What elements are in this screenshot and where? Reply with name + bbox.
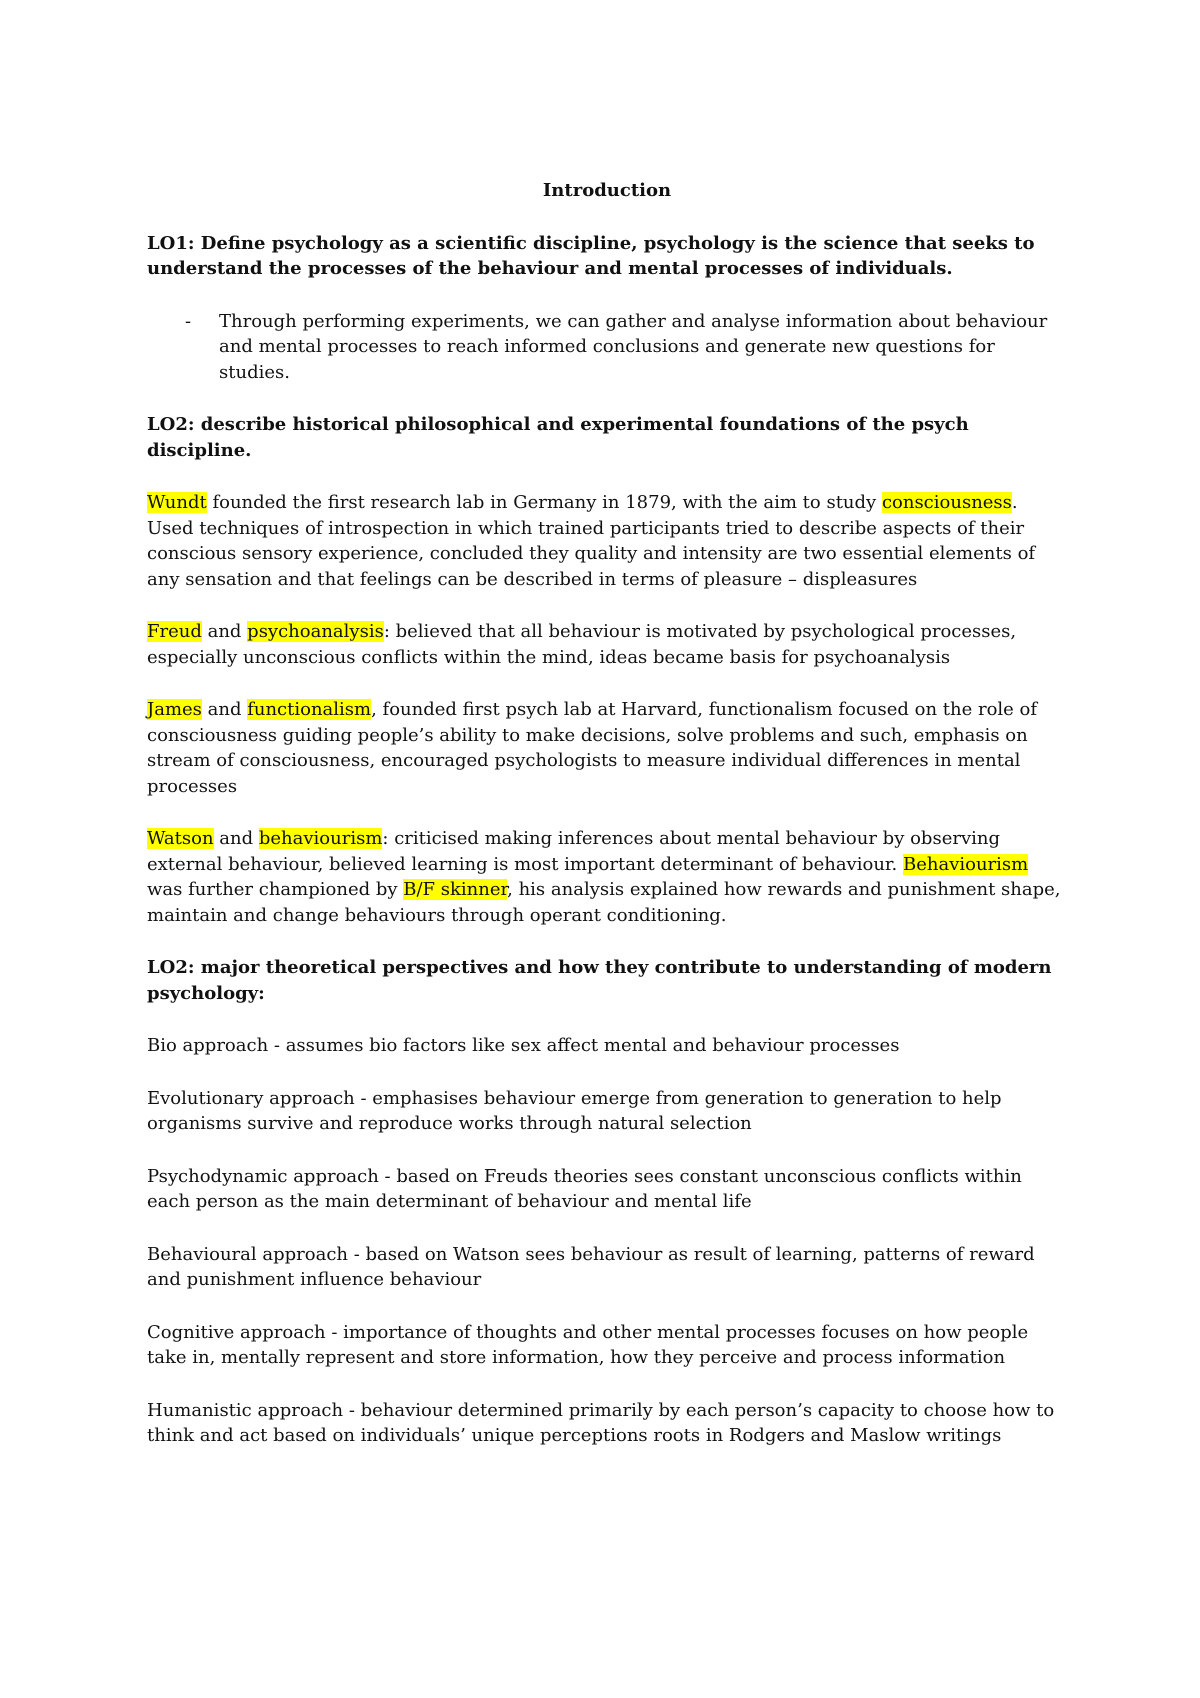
highlight-skinner: B/F skinner [403, 879, 508, 900]
highlight-james: James [147, 699, 202, 720]
lo2-perspectives-heading: LO2: major theoretical perspectives and how they contribute to understanding of modern psychology: [147, 957, 1052, 1004]
paragraph-text: was further championed by [147, 879, 404, 900]
highlight-freud: Freud [147, 621, 202, 642]
highlight-wundt: Wundt [147, 492, 207, 513]
paragraph-text: , his analysis explained how rewards and punishment shape, maintain and change behaviours through operant conditioning. [147, 879, 1061, 926]
paragraph-text: and [201, 621, 248, 642]
approach-psychodynamic: Psychodynamic approach - based on Freuds theories sees constant unconscious conflicts within each person as the main determinant of behaviour and mental life [147, 1165, 1022, 1212]
highlight-consciousness: consciousness [881, 492, 1012, 513]
lo2-foundations-heading: LO2: describe historical philosophical and experimental foundations of the psych discipline. [147, 414, 969, 461]
paragraph-james [147, 697, 1067, 799]
bullet-text: Through performing experiments, we can gather and analyse information about behaviour and mental processes to reach informed conclusions and generate new questions for studies. [219, 310, 1048, 383]
paragraph-text: : believed that all behaviour is motivated by psychological processes, especially unconscious conflicts within the mind, ideas became basis for psychoanalysis [147, 621, 1017, 668]
paragraph-watson [147, 826, 1067, 928]
bullet-marker: - [185, 310, 192, 332]
document-title: Introduction [542, 180, 672, 201]
paragraph-text: : criticised making inferences about mental behaviour by observing external behaviour, believed learning is most important determinant of behaviour. [147, 828, 1000, 875]
paragraph-text: founded the first research lab in Germany in 1879, with the aim to study [206, 492, 882, 513]
approach-evolutionary: Evolutionary approach - emphasises behaviour emerge from generation to generation to help organisms survive and reproduce works through natural selection [147, 1087, 1002, 1134]
paragraph-text: . Used techniques of introspection in which trained participants tried to describe aspects of their conscious sensory experience, concluded they quality and intensity are two essential elements of any sensation and that feelings can be described in terms of pleasure – displeasures [147, 492, 1036, 590]
lo1-heading: LO1: Define psychology as a scientific discipline, psychology is the science that seeks to understand the processes of the behaviour and mental processes of individuals. [147, 232, 1035, 279]
approach-bio: Bio approach - assumes bio factors like sex affect mental and behaviour processes [147, 1035, 900, 1056]
paragraph-wundt [147, 490, 1067, 592]
paragraph-text: and [201, 699, 248, 720]
lo1-bullet-item [147, 309, 1067, 386]
approach-behavioural: Behavioural approach - based on Watson sees behaviour as result of learning, patterns of reward and punishment influence behaviour [147, 1243, 1035, 1290]
paragraph-text: and [213, 828, 259, 849]
highlight-psychoanalysis: psychoanalysis [247, 621, 384, 642]
highlight-behaviourism-2: Behaviourism [902, 853, 1029, 875]
approach-humanistic: Humanistic approach - behaviour determined primarily by each person’s capacity to choose how to think and act based on individuals’ unique perceptions roots in Rodgers and Maslow writings [147, 1399, 1055, 1446]
document-body [147, 178, 1067, 1476]
paragraph-freud [147, 619, 1067, 670]
approach-cognitive: Cognitive approach - importance of thoughts and other mental processes focuses on how people take in, mentally represent and store information, how they perceive and process information [147, 1321, 1029, 1368]
highlight-functionalism: functionalism [247, 699, 372, 720]
paragraph-text: , founded first psych lab at Harvard, functionalism focused on the role of consciousness guiding people’s ability to make decisions, solve problems and such, emphasis on stream of consciousness, encouraged psychologists to measure individual differences in mental processes [147, 699, 1038, 797]
highlight-behaviourism: behaviourism [258, 828, 383, 849]
highlight-watson: Watson [147, 828, 214, 849]
